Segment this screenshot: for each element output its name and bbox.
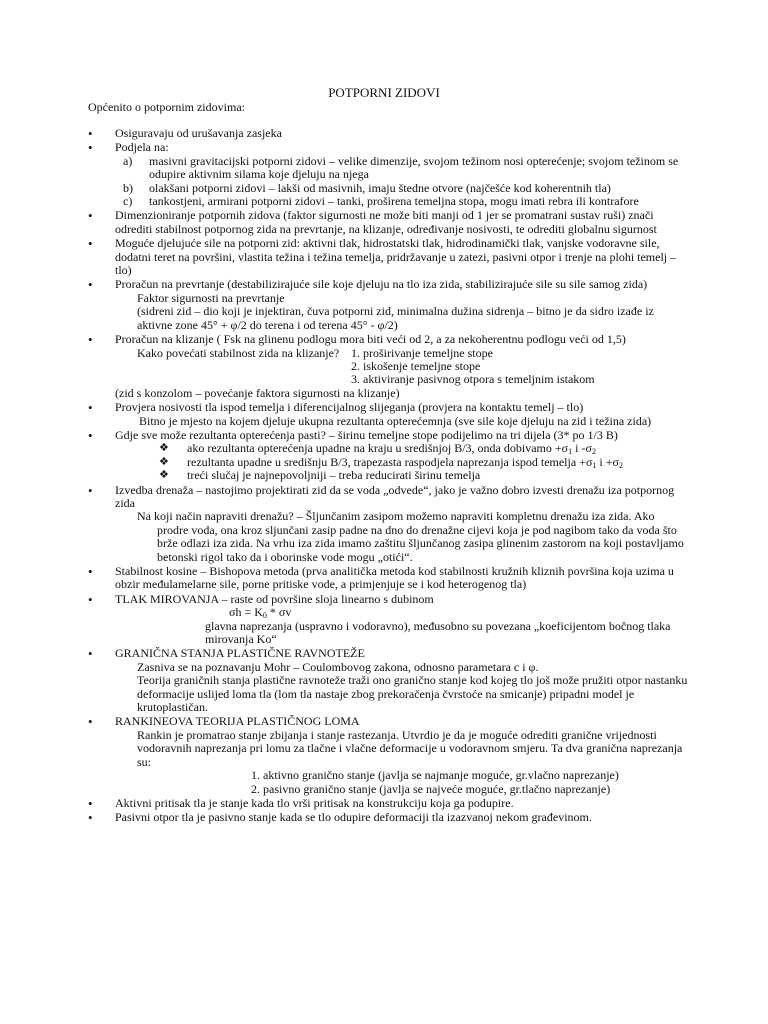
bullet-text: • Gdje sve može rezultanta opterećenja pasti? – širinu temeljne stope podijelimo na tri dijela (3* po 1/3 B) bbox=[115, 427, 618, 442]
klizanje-options bbox=[137, 347, 688, 360]
list-item-granicna bbox=[88, 647, 688, 714]
diamond-text: i +σ bbox=[596, 454, 619, 469]
diamond-text: rezultanta upadne u središnju B/3, trapezasta raspodjela naprezanja ispod temelja +σ bbox=[187, 454, 593, 469]
list-item bbox=[88, 209, 688, 236]
klizanje-option: 3. aktiviranje pasivnog otpora s temeljnim istakom bbox=[351, 372, 595, 387]
diamond-bullet-icon: ❖ bbox=[159, 442, 169, 455]
list-item-drenaza bbox=[88, 484, 688, 564]
sub-text: Faktor sigurnosti na prevrtanje bbox=[137, 290, 285, 305]
sub-text: Rankin je promatrao stanje zbijanja i stanje rastezanja. Utvrdio je da je moguće odrediti granične vrijednosti vodoravnih naprezanja pri lomu za tlačne i vlačne deformacije u vodoravnom smjeru. Ta dva granična naprezanja su: bbox=[137, 727, 683, 769]
sub-text: (zid s konzolom – povećanje faktora sigurnosti na klizanje) bbox=[115, 385, 400, 400]
formula bbox=[229, 606, 688, 619]
subscript: 2 bbox=[591, 447, 596, 457]
bullet-text: Dimenzioniranje potpornih zidova (faktor sigurnosti ne može biti manji od 1 jer se promatrani sustav ruši) znači odrediti stabilnost potpornog zida na prevrtanje, na klizanje, određivanje nosivosti, te odrediti globalnu sigurnost bbox=[115, 208, 657, 236]
formula-part: * σv bbox=[266, 605, 292, 620]
diamond-item bbox=[159, 442, 688, 455]
bullet-text: Osiguravaju od urušavanja zasjeka bbox=[115, 126, 282, 140]
sub-item-c bbox=[123, 195, 688, 208]
subscript: 2 bbox=[619, 460, 623, 470]
list-item-nosivost bbox=[88, 401, 688, 428]
bullet-text: Stabilnost kosine – Bishopova metoda (prva analitička metoda kod stabilnosti kružnih kliznih površina koja uzima u obzir međulamelarne sile, porne pritiske vode, a primjenjuje se i kod heterogenog tla) bbox=[115, 564, 674, 592]
document-body bbox=[88, 127, 688, 826]
sub-text: Na koji način napraviti drenažu? – Šljunčanim zasipom možemo napraviti kompletnu drenažu iza zida. Ako prodre voda, ona kroz sljunčani zasip padne na dno do drenažne cijevi koja je pod nagibom tako da voda što brže odlazi iza zida. Na vrhu iza zida imamo zaštitu šljunčanog zasipa glinenim zastorom na koji postavljamo betonski rigol tako da i oborinske vode mogu „otići“. bbox=[137, 509, 684, 564]
sub-item-letter: c) bbox=[123, 194, 133, 209]
bullet-text: • Podjela na: bbox=[115, 140, 169, 155]
list-item bbox=[88, 237, 688, 277]
diamond-bullet-icon: ❖ bbox=[159, 469, 169, 482]
sub-item-text: olakšani potporni zidovi – lakši od masivnih, imaju štedne otvore (najčešće kod koherentnih tla) bbox=[149, 180, 611, 195]
sub-text: glavna naprezanja (uspravno i vodoravno), međusobno su povezana „koeficijentom bočnog tlaka mirovanja Ko“ bbox=[205, 618, 671, 647]
sub-item-text: masivni gravitacijski potporni zidovi – velike dimenzije, svojom težinom nosi opterećenje; svojom težinom se odupire aktivnim silama koje djeluju na njega bbox=[149, 153, 679, 182]
list-item-mirovanje bbox=[88, 593, 688, 647]
list-item bbox=[88, 811, 688, 824]
page-title: POTPORNI ZIDOVI bbox=[328, 85, 440, 100]
sub-text: (sidreni zid – dio koji je injektiran, čuva potporni zid, minimalna dužina sidrenja – bitno je da sidro izađe iz aktivne zone 45° + φ/2 do terena i od terena 45° - φ/2) bbox=[137, 304, 654, 332]
subscript: 0 bbox=[262, 611, 267, 621]
sub-text: Zasniva se na poznavanju Mohr – Coulombovog zakona, odnosno parametara c i φ. bbox=[137, 659, 539, 674]
sub-item-b bbox=[123, 182, 688, 195]
bullet-text: • TLAK MIROVANJA – raste od površine sloja linearno s dubinom bbox=[115, 591, 434, 606]
rankine-list-item: 1. aktivno granično stanje (javlja se najmanje moguće, gr.vlačno naprezanje) bbox=[251, 768, 619, 783]
list-item bbox=[88, 127, 688, 140]
subscript: 1 bbox=[568, 447, 573, 457]
list-item-podjela bbox=[88, 141, 688, 208]
bullet-text: • Proračun na prevrtanje (destabilizirajuće sile koje djeluju na tlo iza zida, stabilizirajuće sile su sile samog zida) bbox=[115, 277, 648, 292]
sub-text: Bitno je mjesto na kojem djeluje ukupna rezultanta opterećemnja (sve sile koje djeluju na zid i težina zida) bbox=[139, 413, 652, 428]
intro-heading: Općenito o potpornim zidovima: bbox=[88, 100, 245, 114]
formula-part: σh = K bbox=[229, 605, 263, 620]
bullet-text: • Provjera nosivosti tla ispod temelja i diferencijalnog slijeganja (provjera na kontaktu temelj – tlo) bbox=[115, 400, 584, 415]
subscript: 1 bbox=[592, 460, 597, 470]
diamond-item bbox=[159, 456, 688, 469]
klizanje-option: 2. iskošenje temeljne stope bbox=[351, 358, 481, 373]
list-item bbox=[88, 565, 688, 592]
klizanje-question: Kako povećati stabilnost zida na klizanje? bbox=[137, 345, 340, 360]
sub-item-letter: a) bbox=[123, 153, 133, 168]
klizanje-option: 1. proširivanje temeljne stope bbox=[351, 345, 493, 360]
diamond-text: treći slučaj je najnepovoljniji – treba reducirati širinu temelja bbox=[187, 468, 481, 483]
diamond-item bbox=[159, 469, 688, 482]
bullet-text: • Proračun na klizanje ( Fsk na glinenu podlogu mora biti veći od 2, a za nekoherentnu podlogu veći od 1,5) bbox=[115, 332, 626, 347]
bullet-text: • RANKINEOVA TEORIJA PLASTIČNOG LOMA bbox=[115, 714, 360, 729]
list-item-rankine bbox=[88, 715, 688, 795]
diamond-text: ako rezultanta opterećenja upadne na kraju u središnjoj B/3, onda dobivamo +σ bbox=[187, 441, 569, 456]
bullet-text: Aktivni pritisak tla je stanje kada tlo vrši pritisak na konstrukciju koja ga podupire. bbox=[115, 795, 514, 810]
bullet-text: • Izvedba drenaža – nastojimo projektirati zid da se voda „odvede“, jako je važno dobro izvesti drenažu iza potpornog zida bbox=[115, 482, 675, 510]
bullet-text: Moguće djelujuće sile na potporni zid: aktivni tlak, hidrostatski tlak, hidrodinamički tlak, vanjske vodoravne sile, dodatni teret na površini, vlastita težina i težina temelja, pridržavanje u zatezi, pasivni otpor i trenje na plohi temelj – tlo) bbox=[115, 236, 677, 278]
sub-item-text: tankostjeni, armirani potporni zidovi – tanki, proširena temeljna stopa, mogu imati rebra ili kontrafore bbox=[149, 194, 639, 209]
bullet-text: Pasivni otpor tla je pasivno stanje kada se tlo odupire deformaciji tla izazvanoj nekom građevinom. bbox=[115, 810, 592, 825]
mirovanje-formula-block bbox=[205, 606, 688, 646]
rankine-list-item: 2. pasivno granično stanje (javlja se najveće moguće, gr.tlačno naprezanje) bbox=[251, 781, 611, 796]
list-item-klizanje bbox=[88, 333, 688, 400]
diamond-text: i -σ bbox=[572, 441, 592, 456]
list-item-rezultanta bbox=[88, 429, 688, 483]
sub-item-letter: b) bbox=[123, 180, 133, 195]
list-item bbox=[88, 797, 688, 810]
list-item-prevrtanje bbox=[88, 278, 688, 332]
diamond-bullet-icon: ❖ bbox=[159, 455, 169, 468]
bullet-text: • GRANIČNA STANJA PLASTIČNE RAVNOTEŽE bbox=[115, 646, 365, 661]
sub-text: Teorija graničnih stanja plastične ravnoteže traži ono granično stanje kod kojeg tlo još može pružiti otpor nastanku deformacije uslijed loma tla (lom tla nastaje zbog prekoračenja čvrstoće na smicanje) pripadni model je krutoplastičan. bbox=[137, 673, 688, 715]
sub-item-a bbox=[123, 155, 688, 182]
